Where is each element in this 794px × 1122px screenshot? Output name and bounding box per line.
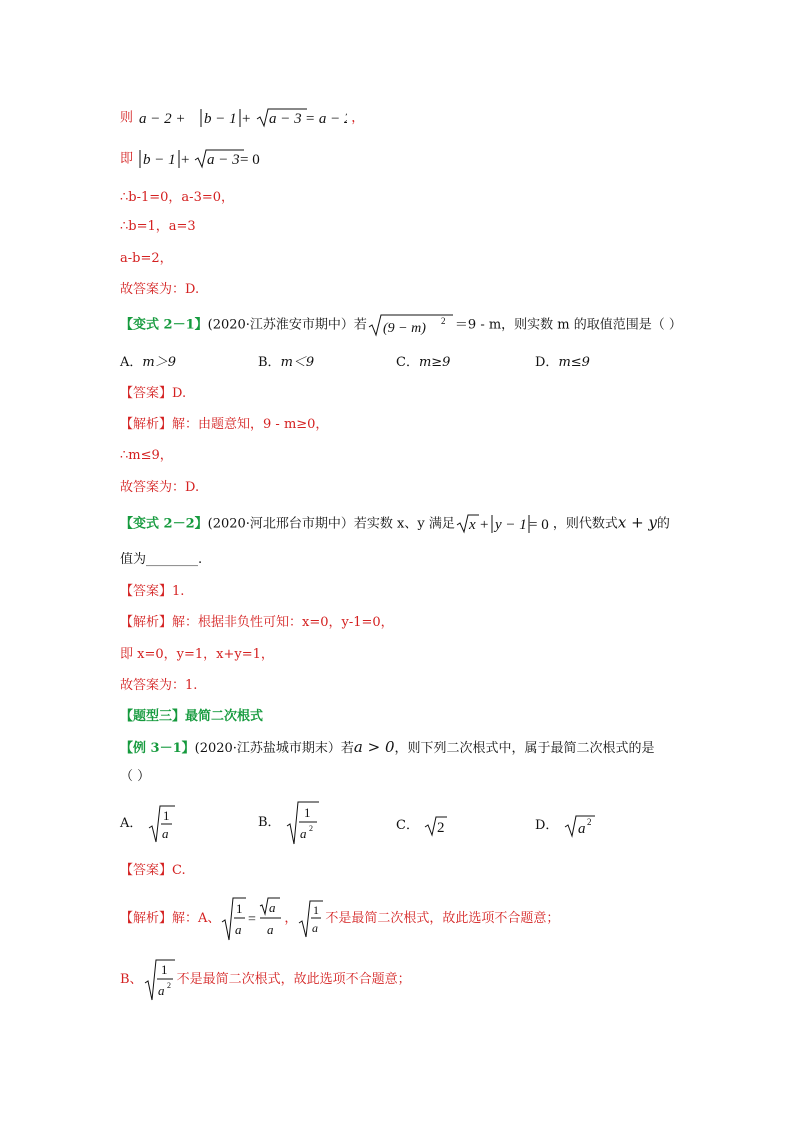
q31-option-c[interactable]: C． 2 bbox=[396, 815, 449, 837]
q21-option-d[interactable]: D．m≤9 bbox=[535, 355, 590, 370]
q21-root-inner: (9 − m) bbox=[382, 321, 426, 336]
formula-then-plus: + bbox=[242, 111, 251, 127]
tag-variant-2-1: 【变式 2－1】 bbox=[120, 317, 208, 333]
question-3-1 bbox=[120, 738, 655, 758]
q31-source: (2020·江苏盐城市期末）若 bbox=[194, 741, 354, 756]
text-namely: 即 bbox=[120, 151, 134, 167]
q31-option-a[interactable]: A． 1 a bbox=[120, 804, 177, 844]
q21-root-exp: 2 bbox=[440, 316, 446, 326]
q31-cond: a > 0 bbox=[353, 738, 395, 756]
q31-option-b[interactable]: B． 1 a 2 bbox=[258, 800, 321, 846]
svg-text:1: 1 bbox=[313, 903, 320, 917]
svg-text:+: + bbox=[479, 517, 489, 533]
q21-after: ＝9 - m，则实数 m 的取值范围是（ ） bbox=[454, 317, 682, 333]
q21-final: 故答案为：D. bbox=[120, 480, 200, 495]
q21-root-formula bbox=[367, 312, 455, 338]
line-therefore-2: ∴b=1，a=3 bbox=[120, 219, 196, 234]
svg-text:=: = bbox=[248, 912, 257, 927]
q31-blank: （ ） bbox=[120, 769, 151, 784]
q22-answer: 【答案】1. bbox=[120, 584, 185, 599]
q21-option-b[interactable]: B．m＜9 bbox=[258, 355, 315, 370]
svg-text:1: 1 bbox=[162, 808, 170, 823]
svg-text:1: 1 bbox=[160, 962, 168, 977]
svg-text:2: 2 bbox=[586, 817, 592, 827]
formula-then-a: a − 2 + bbox=[139, 111, 186, 127]
q22-eq: = 0 bbox=[528, 517, 549, 533]
svg-text:a: a bbox=[577, 821, 586, 837]
line-a-minus-b: a-b=2， bbox=[120, 251, 173, 266]
q31-answer: 【答案】C. bbox=[120, 863, 186, 878]
svg-text:a: a bbox=[312, 921, 319, 935]
formula-namely-rhs: = 0 bbox=[240, 152, 260, 168]
svg-text:1: 1 bbox=[303, 805, 311, 820]
q22-source: (2020·河北邢台市期中）若实数 x、y 满足 bbox=[207, 516, 455, 532]
q22-formula bbox=[455, 513, 553, 535]
svg-text:a: a bbox=[161, 826, 169, 841]
q22-abs: y − 1 bbox=[494, 517, 527, 533]
q31-after: ，则下列二次根式中，属于最简二次根式的是 bbox=[394, 741, 655, 756]
formula-then-root: a − 3 bbox=[269, 111, 302, 127]
q31-analysis-b: B、 1 a 2 不是最简二次根式，故此选项不合题意； bbox=[120, 962, 411, 998]
question-2-2 bbox=[120, 513, 670, 535]
svg-text:a: a bbox=[269, 900, 276, 915]
svg-text:a: a bbox=[235, 922, 242, 937]
formula-namely-plus: + bbox=[181, 152, 190, 168]
q21-step: ∴m≤9， bbox=[120, 448, 173, 463]
q21-option-a[interactable]: A．m＞9 bbox=[120, 355, 176, 370]
svg-text:2: 2 bbox=[166, 981, 171, 990]
q21-option-c[interactable]: C．m≥9 bbox=[396, 355, 451, 370]
svg-text:a: a bbox=[299, 826, 307, 841]
q22-line2: 值为________. bbox=[120, 552, 203, 567]
q22-end: 的 bbox=[656, 516, 670, 532]
q21-analysis: 【解析】解：由题意知，9 - m≥0， bbox=[120, 417, 329, 432]
q22-step: 即 x=0，y=1，x+y=1， bbox=[120, 647, 274, 662]
q31-analysis-a-formula bbox=[220, 896, 284, 942]
text-then: 则 bbox=[120, 110, 134, 126]
q31-analysis-a: 【解析】解：A、 1 a = a a ， 1 a 不是最简二次根式，故此选项不合题意； bbox=[120, 896, 559, 942]
q31-option-d[interactable]: D． a 2 bbox=[535, 814, 597, 838]
q22-final: 故答案为：1. bbox=[120, 678, 198, 693]
svg-text:2: 2 bbox=[437, 820, 445, 836]
svg-text:a: a bbox=[267, 922, 274, 937]
q22-root: x bbox=[468, 517, 476, 533]
svg-text:1: 1 bbox=[236, 901, 243, 916]
svg-text:2: 2 bbox=[308, 824, 313, 833]
formula-then bbox=[137, 107, 347, 129]
question-2-1 bbox=[120, 312, 682, 338]
formula-then-rhs: = a − 2 bbox=[305, 111, 348, 127]
formula-then-abs: b − 1 bbox=[204, 111, 237, 127]
formula-namely-abs: b − 1 bbox=[143, 152, 176, 168]
q22-analysis: 【解析】解：根据非负性可知：x=0，y-1=0， bbox=[120, 615, 394, 630]
line-namely bbox=[120, 148, 267, 170]
formula-namely-root: a − 3 bbox=[207, 152, 240, 168]
q21-source: (2020·江苏淮安市期中）若 bbox=[207, 317, 367, 333]
svg-text:a: a bbox=[157, 983, 165, 998]
formula-namely bbox=[137, 148, 267, 170]
tag-variant-2-2: 【变式 2－2】 bbox=[120, 516, 208, 532]
tag-example-3-1: 【例 3－1】 bbox=[120, 741, 195, 756]
line-then bbox=[120, 107, 364, 129]
section-title-3: 【题型三】最简二次根式 bbox=[120, 709, 264, 724]
line-therefore-1: ∴b-1=0，a-3=0， bbox=[120, 190, 234, 205]
q22-expr: x + y bbox=[617, 513, 657, 532]
line-final-1: 故答案为：D. bbox=[120, 282, 200, 297]
text-then-end: ， bbox=[351, 110, 365, 126]
q21-answer: 【答案】D. bbox=[120, 386, 187, 401]
q22-after: ，则代数式 bbox=[552, 516, 618, 532]
